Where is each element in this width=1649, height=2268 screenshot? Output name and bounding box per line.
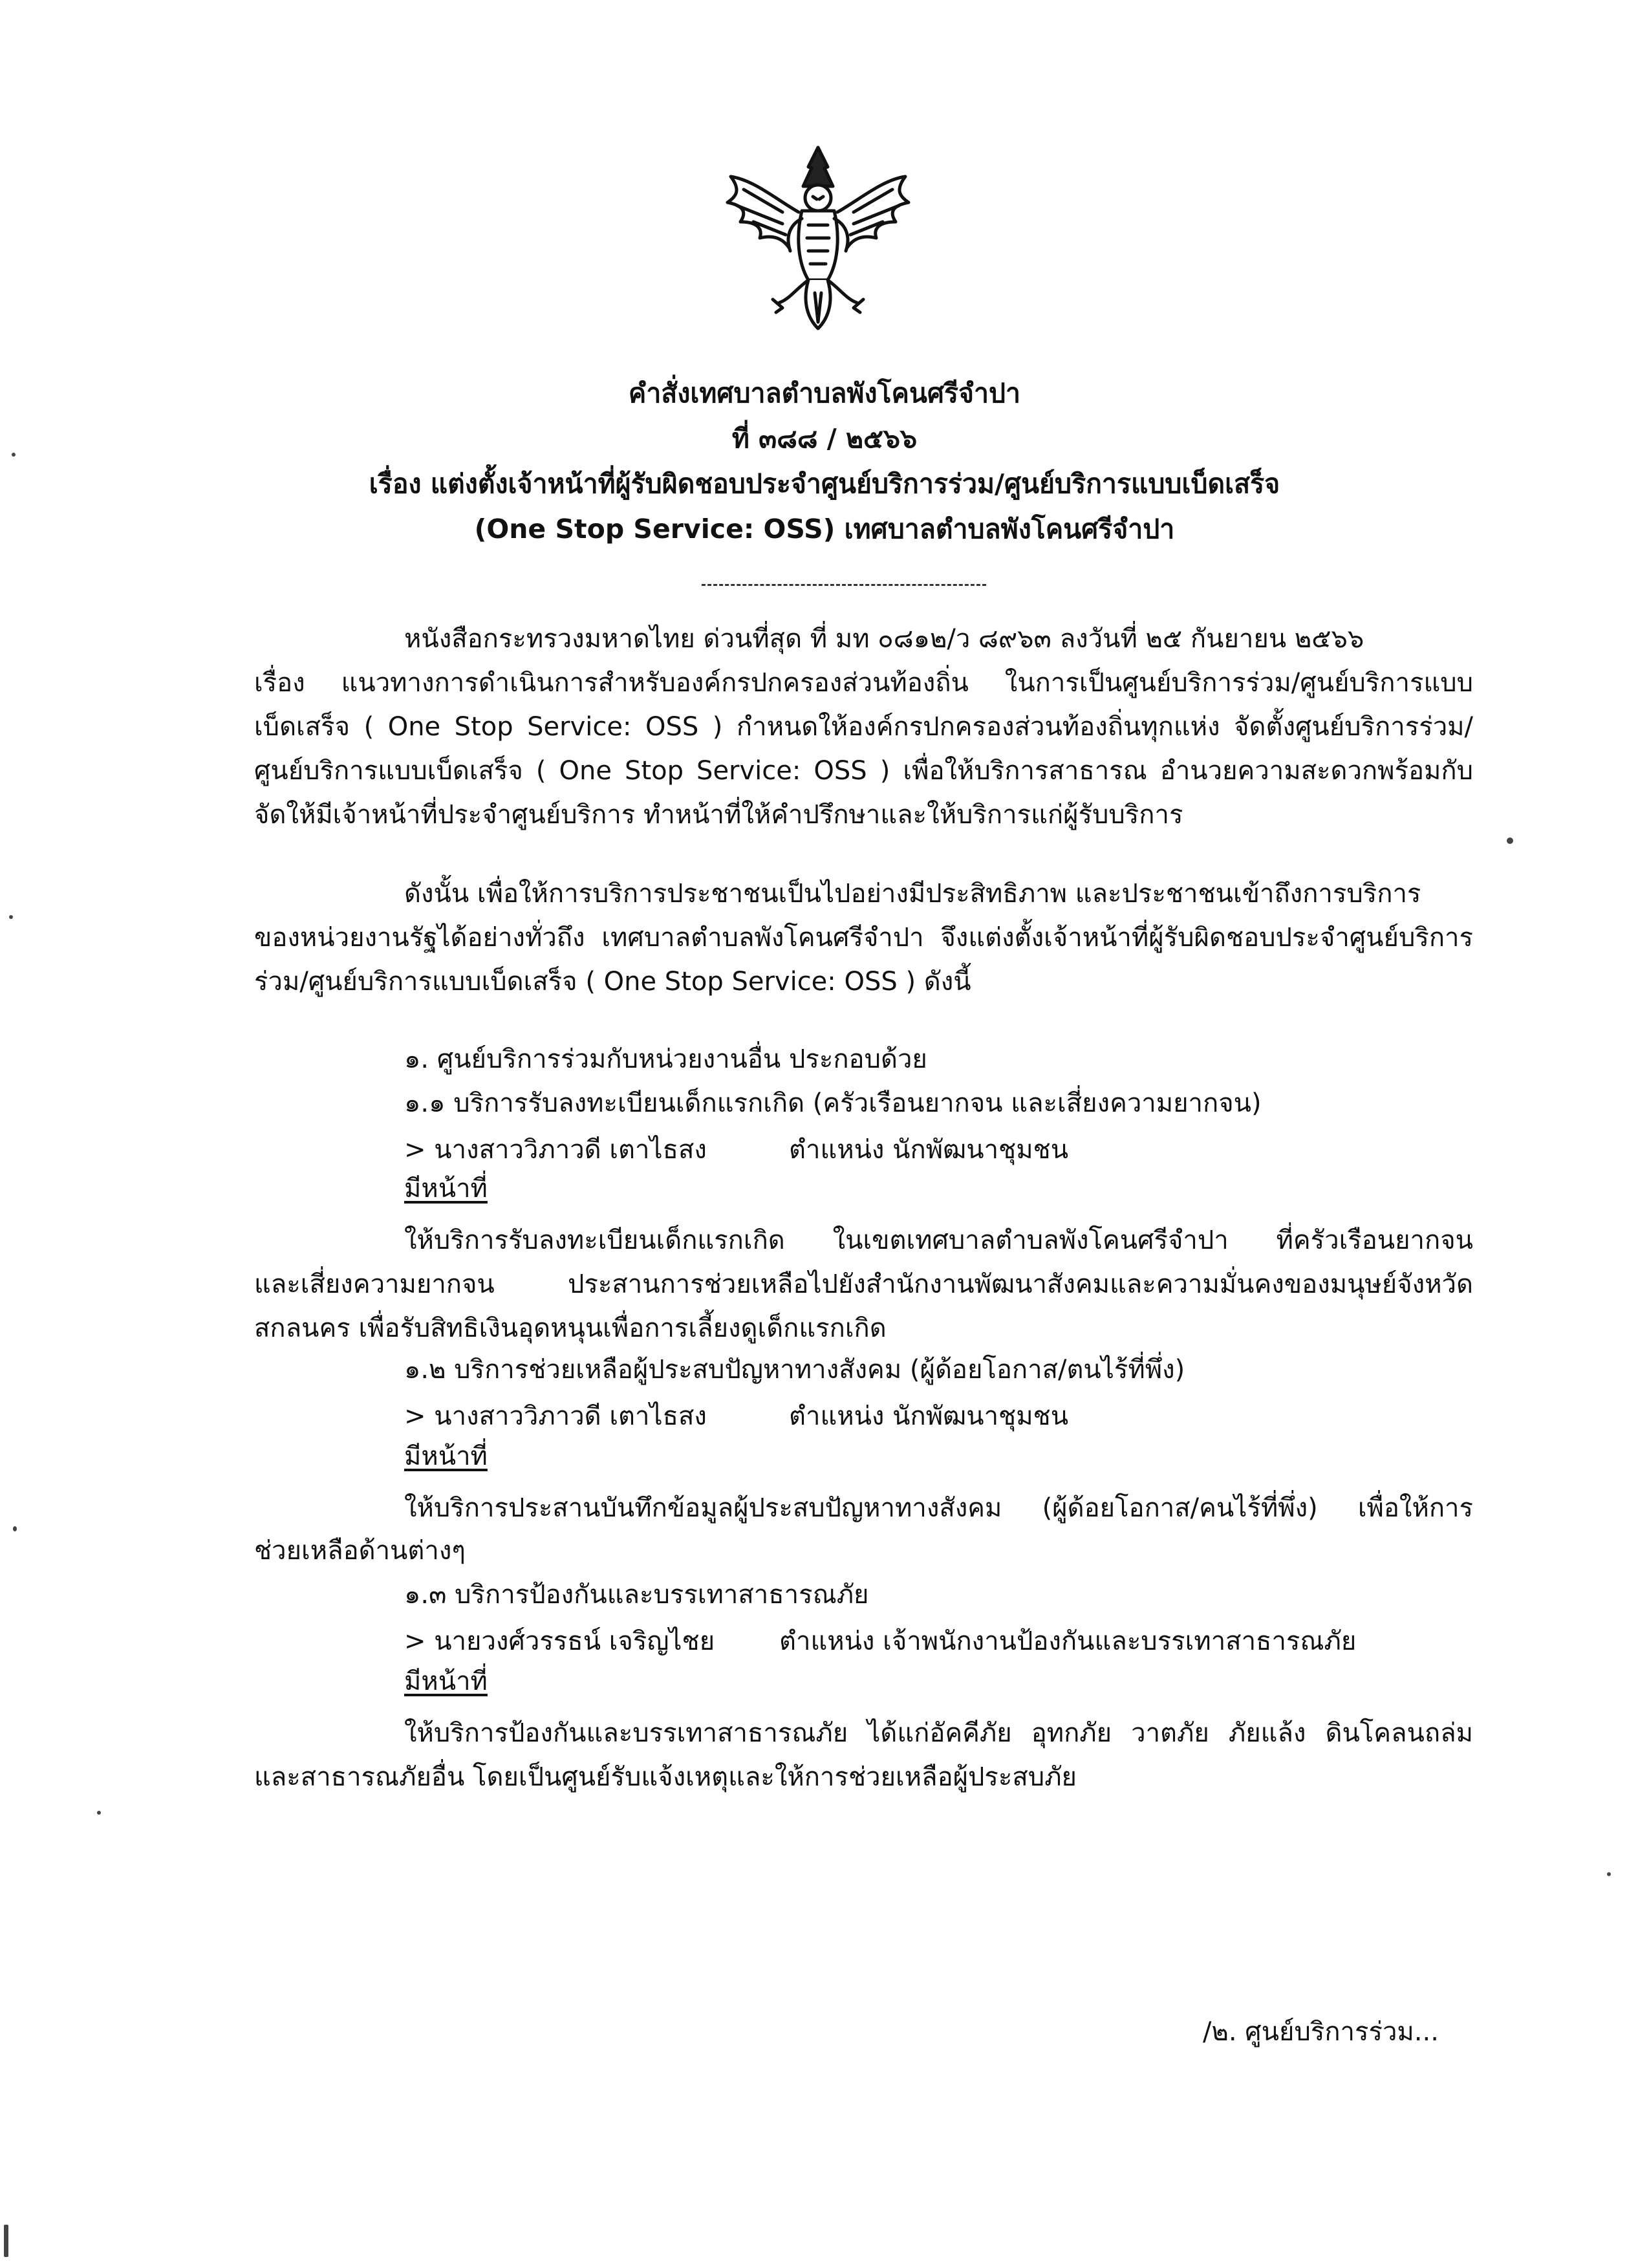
paragraph-2-line-2: ของหน่วยงานรัฐได้อย่างทั่วถึง เทศบาลตำบลพังโคนศรีจำปา จึงแต่งตั้งเจ้าหน้าที่ผู้รับผิดชอบประจำศูนย์บริการ — [254, 923, 1473, 953]
item-1-2-duty-line-1: ให้บริการประสานบันทึกข้อมูลผู้ประสบปัญหาทางสังคม (ผู้ด้อยโอกาส/คนไร้ที่พึ่ง) เพื่อให้การ — [404, 1493, 1473, 1523]
paragraph-2-line-3: ร่วม/ศูนย์บริการแบบเบ็ดเสร็จ ( One Stop Service: OSS ) ดังนี้ — [254, 967, 971, 997]
item-1-1-duty-line-3: สกลนคร เพื่อรับสิทธิเงินอุดหนุนเพื่อการเลี้ยงดูเด็กแรกเกิด — [254, 1313, 887, 1343]
paragraph-1-line-1: หนังสือกระทรวงมหาดไทย ด่วนที่สุด ที่ มท ๐๘๑๒/ว ๘๙๖๓ ลงวันที่ ๒๕ กันยายน ๒๕๖๖ — [404, 624, 1364, 654]
continuation-note: /๒. ศูนย์บริการร่วม... — [1203, 2017, 1439, 2047]
scan-edge-mark — [4, 2225, 8, 2257]
scan-speck — [1607, 1872, 1611, 1876]
item-1-2-title: ๑.๒ บริการช่วยเหลือผู้ประสบปัญหาทางสังคม (ผู้ด้อยโอกาส/ตนไร้ที่พึ่ง) — [404, 1355, 1185, 1385]
item-1-3-title: ๑.๓ บริการป้องกันและบรรเทาสาธารณภัย — [404, 1580, 869, 1610]
header-divider — [702, 584, 986, 586]
paragraph-1-line-4: ศูนย์บริการแบบเบ็ดเสร็จ ( One Stop Service: OSS ) เพื่อให้บริการสาธารณ อำนวยความสะดวกพร้อมกับ — [254, 756, 1473, 786]
item-1-2-duty-label: มีหน้าที่ — [404, 1442, 488, 1471]
order-subject-line-2: (One Stop Service: OSS) เทศบาลตำบลพังโคนศรีจำปา — [474, 513, 1175, 545]
order-subject-line-1: เรื่อง แต่งตั้งเจ้าหน้าที่ผู้รับผิดชอบประจำศูนย์บริการร่วม/ศูนย์บริการแบบเบ็ดเสร็จ — [369, 468, 1280, 499]
item-1-1-duty-line-1: ให้บริการรับลงทะเบียนเด็กแรกเกิด ในเขตเทศบาลตำบลพังโคนศรีจำปา ที่ครัวเรือนยากจน — [404, 1226, 1473, 1255]
item-1-1-duty-line-2: และเสี่ยงความยากจน ประสานการช่วยเหลือไปยังสำนักงานพัฒนาสังคมและความมั่นคงของมนุษย์จังหวัด — [254, 1269, 1473, 1299]
item-1-1-position: ตำแหน่ง นักพัฒนาชุมชน — [789, 1135, 1069, 1165]
paragraph-1-line-2: เรื่อง แนวทางการดำเนินการสำหรับองค์กรปกครองส่วนท้องถิ่น ในการเป็นศูนย์บริการร่วม/ศูนย์บริการแบบ — [254, 668, 1473, 698]
item-1-3-duty-label: มีหน้าที่ — [404, 1667, 488, 1696]
item-1-2-duty-line-2: ช่วยเหลือด้านต่างๆ — [254, 1536, 466, 1566]
scan-speck — [12, 453, 16, 457]
paragraph-1-line-3: เบ็ดเสร็จ ( One Stop Service: OSS ) กำหนดให้องค์กรปกครองส่วนท้องถิ่นทุกแห่ง จัดตั้งศูนย์บริการร่วม/ — [254, 712, 1473, 742]
item-1-1-duty-label: มีหน้าที่ — [404, 1174, 488, 1204]
paragraph-2-line-1: ดังนั้น เพื่อให้การบริการประชาชนเป็นไปอย่างมีประสิทธิภาพ และประชาชนเข้าถึงการบริการ — [404, 879, 1421, 909]
scan-speck — [1507, 837, 1513, 844]
scan-speck — [97, 1811, 101, 1815]
order-title: คำสั่งเทศบาลตำบลพังโคนศรีจำปา — [628, 378, 1021, 409]
order-number: ที่ ๓๘๘ / ๒๕๖๖ — [731, 423, 918, 454]
item-1-3-duty-line-2: และสาธารณภัยอื่น โดยเป็นศูนย์รับแจ้งเหตุและให้การช่วยเหลือผู้ประสบภัย — [254, 1762, 1077, 1792]
item-1-1-title: ๑.๑ บริการรับลงทะเบียนเด็กแรกเกิด (ครัวเรือนยากจน และเสี่ยงความยากจน) — [404, 1088, 1262, 1118]
item-1-2-person: > นางสาววิภาวดี เตาไธสง — [404, 1401, 707, 1431]
item-1-2-position: ตำแหน่ง นักพัฒนาชุมชน — [789, 1401, 1069, 1431]
garuda-emblem-icon — [718, 141, 918, 335]
section-1-heading: ๑. ศูนย์บริการร่วมกับหน่วยงานอื่น ประกอบด้วย — [404, 1044, 927, 1074]
scan-speck — [13, 1526, 17, 1531]
item-1-3-duty-line-1: ให้บริการป้องกันและบรรเทาสาธารณภัย ได้แก่อัคคีภัย อุทกภัย วาตภัย ภัยแล้ง ดินโคลนถล่ม — [404, 1718, 1473, 1748]
item-1-1-person: > นางสาววิภาวดี เตาไธสง — [404, 1135, 707, 1165]
item-1-3-position: ตำแหน่ง เจ้าพนักงานป้องกันและบรรเทาสาธารณภัย — [779, 1626, 1357, 1656]
item-1-3-person: > นายวงศ์วรรธน์ เจริญไชย — [404, 1626, 715, 1656]
scan-speck — [9, 915, 13, 919]
paragraph-1-line-5: จัดให้มีเจ้าหน้าที่ประจำศูนย์บริการ ทำหน้าที่ให้คำปรึกษาและให้บริการแก่ผู้รับบริการ — [254, 800, 1183, 830]
